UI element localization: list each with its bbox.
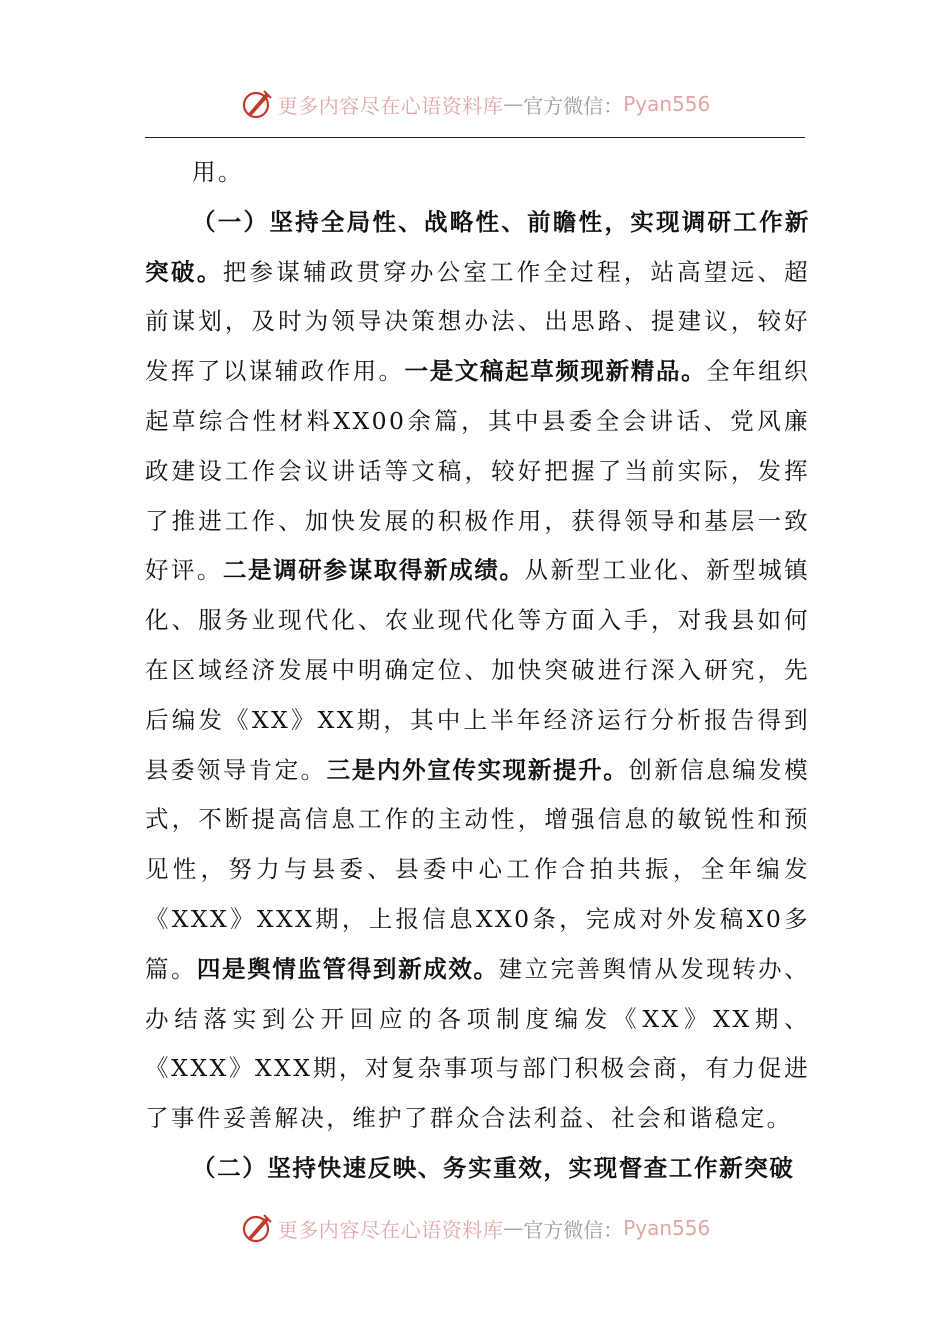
- paragraph-continuation: [145, 148, 810, 198]
- document-body: [145, 148, 810, 1194]
- point-1-text: 全年组织起草综合性材料XX00余篇，其中县委全会讲话、党风廉政建设工作会议讲话等文稿，较好把握了当前实际，发挥了推进工作、加快发展的积极作用，获得领导和基层一致好评。: [145, 357, 811, 585]
- footer-watermark: [0, 1208, 950, 1248]
- watermark-account: Pyan556: [623, 1216, 711, 1240]
- header-rule: [145, 137, 805, 138]
- point-4-heading: 四是舆情监管得到新成效。: [196, 954, 499, 983]
- continuation-text: 用。: [192, 158, 244, 186]
- point-2-heading: 二是调研参谋取得新成绩。: [222, 556, 525, 585]
- watermark-account: Pyan556: [623, 92, 711, 116]
- section-heading-2: （二）坚持快速反映、务实重效，实现督查工作新突破: [192, 1153, 795, 1182]
- quill-logo-icon: [240, 87, 274, 121]
- point-3-text: 创新信息编发模式，不断提高信息工作的主动性，增强信息的敏锐性和预见性，努力与县委、县委中心工作合拍共振，全年编发《XXX》XXX期，上报信息XX0条，完成对外发稿X0多篇。: [145, 755, 810, 983]
- paragraph-1: [145, 198, 810, 1144]
- quill-logo-icon: [240, 1211, 274, 1245]
- watermark-dash: —: [503, 92, 524, 116]
- point-1-heading: 一是文稿起草频现新精品。: [404, 357, 707, 386]
- point-2-text: 从新型工业化、新型城镇化、服务业现代化、农业现代化等方面入手，对我县如何在区域经济发展中明确定位、加快突破进行深入研究，先后编发《XX》XX期，其中上半年经济运行分析报告得到县委领导肯定。: [145, 556, 810, 784]
- section-heading-1: （一）坚持全局性、战略性、前瞻性，实现调研工作新突破。: [145, 207, 810, 286]
- watermark-prefix: 更多内容尽在心语资料库: [277, 1217, 504, 1242]
- header-watermark: [0, 84, 950, 124]
- point-4-text: 建立完善舆情从发现转办、办结落实到公开回应的各项制度编发《XX》XX期、《XXX》XXX期，对复杂事项与部门积极会商，有力促进了事件妥善解决，维护了群众合法利益、社会和谐稳定。: [145, 954, 810, 1133]
- paragraph-1-text-a: 把参谋辅政贯穿办公室工作全过程，站高望远、超前谋划，及时为领导决策想办法、出思路、提建议，较好发挥了以谋辅政作用。: [145, 257, 810, 386]
- point-3-heading: 三是内外宣传实现新提升。: [326, 755, 629, 784]
- watermark-middle: 官方微信：: [523, 1217, 624, 1242]
- watermark-prefix: 更多内容尽在心语资料库: [277, 93, 504, 118]
- paragraph-2: [145, 1144, 810, 1194]
- watermark-middle: 官方微信：: [523, 93, 624, 118]
- watermark-dash: —: [503, 1216, 524, 1240]
